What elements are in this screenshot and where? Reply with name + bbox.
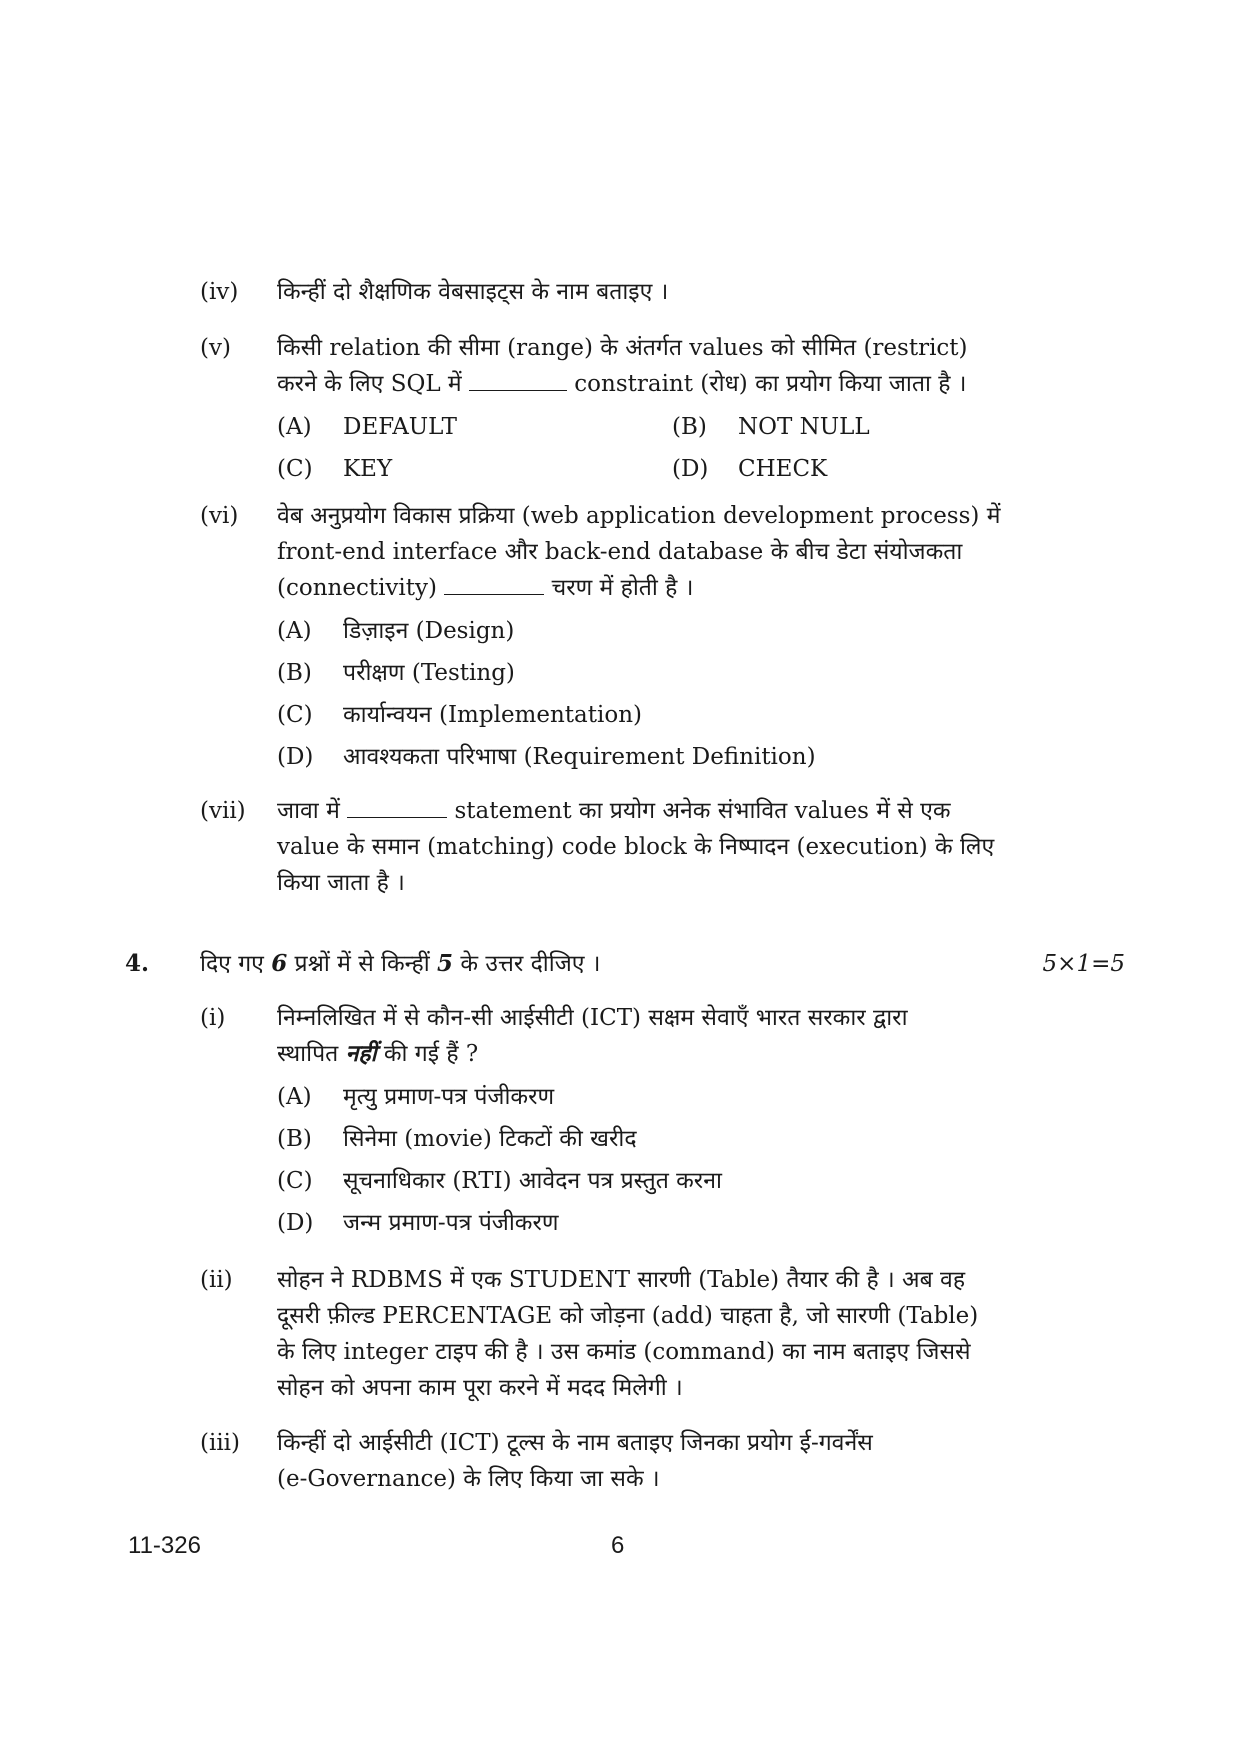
question-text-line: सोहन ने RDBMS में एक STUDENT सारणी (Table) तैयार की है । अब वह: [277, 1267, 966, 1293]
option-d: [277, 736, 1060, 778]
instruction-segment: दिए गए: [200, 951, 264, 977]
options-list: [277, 610, 1060, 778]
question-text-line: value के समान (matching) code block के निष्पादन (execution) के लिए: [277, 834, 995, 860]
option-c: [277, 1160, 1060, 1202]
option-text: DEFAULT: [343, 414, 457, 440]
instruction-count: 5: [437, 950, 454, 977]
question-text-line: किया जाता है ।: [277, 870, 405, 896]
option-label: (D): [277, 1210, 314, 1236]
question-text-segment: constraint (रोध) का प्रयोग किया जाता है ।: [574, 371, 967, 397]
question-text: किन्हीं दो शैक्षणिक वेबसाइट्स के नाम बताइए ।: [277, 279, 669, 305]
option-b: [277, 1118, 1060, 1160]
question-3-vi: [200, 498, 1060, 778]
question-number: (vi): [200, 503, 239, 529]
marks-allocation: 5×1=5: [1042, 951, 1125, 977]
question-text-line: दूसरी फ़ील्ड PERCENTAGE को जोड़ना (add) चाहता है, जो सारणी (Table): [277, 1303, 979, 1329]
option-label: (A): [277, 414, 312, 440]
option-text: जन्म प्रमाण-पत्र पंजीकरण: [343, 1210, 559, 1236]
question-4-ii: [200, 1262, 1060, 1406]
option-a: [277, 1076, 1060, 1118]
option-text: कार्यान्वयन (Implementation): [343, 702, 642, 728]
option-d: [277, 1202, 1060, 1244]
instruction-segment: प्रश्नों में से किन्हीं: [294, 951, 430, 977]
fill-blank: [469, 372, 567, 391]
option-text: डिज़ाइन (Design): [343, 618, 515, 644]
question-number: (ii): [200, 1267, 233, 1293]
question-3-iv: [200, 274, 1060, 310]
question-number: (iii): [200, 1430, 241, 1456]
question-text-line: सोहन को अपना काम पूरा करने में मदद मिलेगी ।: [277, 1375, 683, 1401]
question-text-line: किसी relation की सीमा (range) के अंतर्गत values को सीमित (restrict): [277, 335, 968, 361]
option-text: परीक्षण (Testing): [343, 660, 515, 686]
question-text-segment: जावा में: [277, 798, 340, 824]
question-4-i: [200, 1000, 1060, 1244]
question-number: (iv): [200, 279, 239, 305]
page-number: 6: [611, 1532, 625, 1559]
question-text-segment: की गई हैं ?: [383, 1041, 479, 1067]
question-text-segment: स्थापित: [277, 1041, 339, 1067]
question-number: (i): [200, 1005, 226, 1031]
options-list: [277, 1076, 1060, 1244]
question-3-v: [200, 330, 1060, 490]
option-text: CHECK: [738, 456, 828, 482]
question-text-line: किन्हीं दो आईसीटी (ICT) टूल्स के नाम बताइए जिनका प्रयोग ई-गवर्नेंस: [277, 1430, 873, 1456]
option-c: [277, 448, 672, 490]
question-number: (vii): [200, 798, 246, 824]
question-text-line: (e-Governance) के लिए किया जा सके ।: [277, 1466, 660, 1492]
option-c: [277, 694, 1060, 736]
option-d: [672, 448, 1067, 490]
option-label: (C): [277, 1168, 313, 1194]
question-number: 4.: [125, 950, 150, 977]
option-label: (D): [672, 456, 709, 482]
option-label: (C): [277, 456, 313, 482]
option-text: NOT NULL: [738, 414, 870, 440]
question-text-segment: चरण में होती है ।: [551, 575, 694, 601]
option-a: [277, 406, 672, 448]
option-label: (B): [277, 660, 312, 686]
question-instruction: [200, 946, 601, 982]
question-3-vii: [200, 793, 1060, 901]
option-b: [672, 406, 1067, 448]
instruction-segment: के उत्तर दीजिए ।: [460, 951, 601, 977]
emphasis-not: नहीं: [345, 1040, 377, 1067]
question-text-segment: statement का प्रयोग अनेक संभावित values में से एक: [454, 798, 951, 824]
question-4-iii: [200, 1425, 1060, 1497]
option-label: (B): [672, 414, 707, 440]
question-text-segment: (connectivity): [277, 575, 437, 601]
option-label: (C): [277, 702, 313, 728]
question-text-line: के लिए integer टाइप की है । उस कमांड (command) का नाम बताइए जिससे: [277, 1339, 971, 1365]
fill-blank: [444, 576, 544, 595]
option-b: [277, 652, 1060, 694]
option-label: (D): [277, 744, 314, 770]
instruction-count: 6: [271, 950, 288, 977]
question-text-segment: करने के लिए SQL में: [277, 371, 462, 397]
options-list: [277, 406, 1060, 490]
option-label: (A): [277, 1084, 312, 1110]
question-text-line: निम्नलिखित में से कौन-सी आईसीटी (ICT) सक्षम सेवाएँ भारत सरकार द्वारा: [277, 1005, 908, 1031]
option-text: आवश्यकता परिभाषा (Requirement Definition): [343, 744, 816, 770]
option-label: (B): [277, 1126, 312, 1152]
option-text: मृत्यु प्रमाण-पत्र पंजीकरण: [343, 1084, 555, 1110]
option-a: [277, 610, 1060, 652]
option-text: सूचनाधिकार (RTI) आवेदन पत्र प्रस्तुत करना: [343, 1168, 722, 1194]
option-text: सिनेमा (movie) टिकटों की खरीद: [343, 1126, 637, 1152]
question-text-line: front-end interface और back-end database के बीच डेटा संयोजकता: [277, 539, 963, 565]
question-number: (v): [200, 335, 231, 361]
fill-blank: [347, 799, 447, 818]
option-text: KEY: [343, 456, 393, 482]
paper-code: 11-326: [128, 1532, 201, 1559]
question-text-line: वेब अनुप्रयोग विकास प्रक्रिया (web application development process) में: [277, 503, 1001, 529]
option-label: (A): [277, 618, 312, 644]
